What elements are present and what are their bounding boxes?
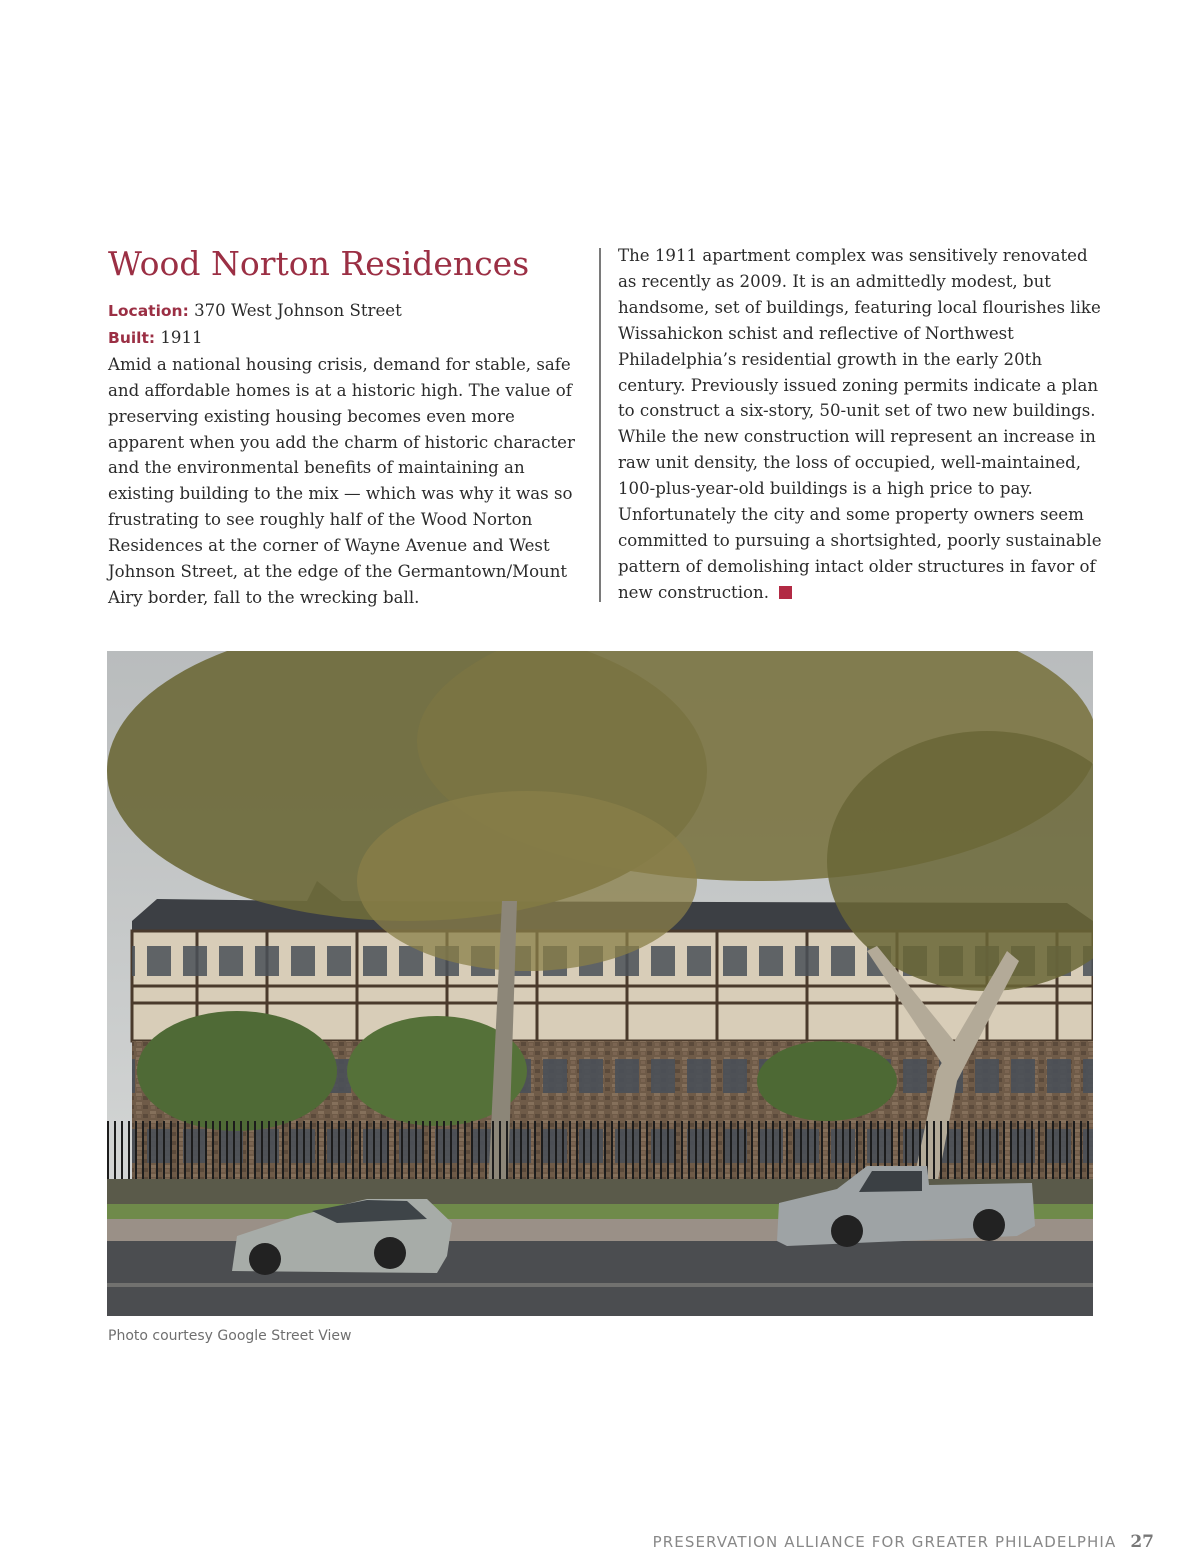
location-value: 370 West Johnson Street [194,301,402,320]
built-label: Built: [108,328,156,347]
built-value: 1911 [160,327,203,347]
article-title: Wood Norton Residences [108,244,530,283]
left-column [108,298,588,611]
page-number: 27 [1130,1532,1154,1552]
end-of-article-mark [779,586,792,599]
body-paragraph-1: Amid a national housing crisis, demand for stable, safe and affordable homes is at a historic high. The value of preserving existing housing becomes even more apparent when you add the charm of historic character and the environmental benefits of maintaining an existing building to the mix — which was why it was so frustrating to see roughly half of the Wood Norton Residences at the corner of Wayne Avenue and West Johnson Street, at the edge of the Germantown/Mount Airy border, fall to the wrecking ball. [108,354,575,607]
footer-organization: PRESERVATION ALLIANCE FOR GREATER PHILADELPHIA [652,1533,1117,1551]
right-column [618,243,1103,606]
building-photo [107,651,1093,1316]
location-line [108,298,588,325]
page-footer [653,1532,1154,1552]
location-label: Location: [108,302,189,320]
photo-caption: Photo courtesy Google Street View [108,1328,352,1344]
body-paragraph-2: The 1911 apartment complex was sensitively renovated as recently as 2009. It is an admittedly modest, but handsome, set of buildings, featuring local flourishes like Wissahickon schist and reflective of Northwest Philadelphia’s residential growth in the early 20th century. Previously issued zoning permits indicate a plan to construct a six-story, 50-unit set of two new buildings. While the new construction will represent an increase in raw unit density, the loss of occupied, well-maintained, 100-plus-year-old buildings is a high price to pay. Unfortunately the city and some property owners seem committed to pursuing a shortsighted, poorly sustainable pattern of demolishing intact older structures in favor of new construction. [618,246,1102,602]
built-line [108,325,588,352]
column-divider [599,248,601,602]
